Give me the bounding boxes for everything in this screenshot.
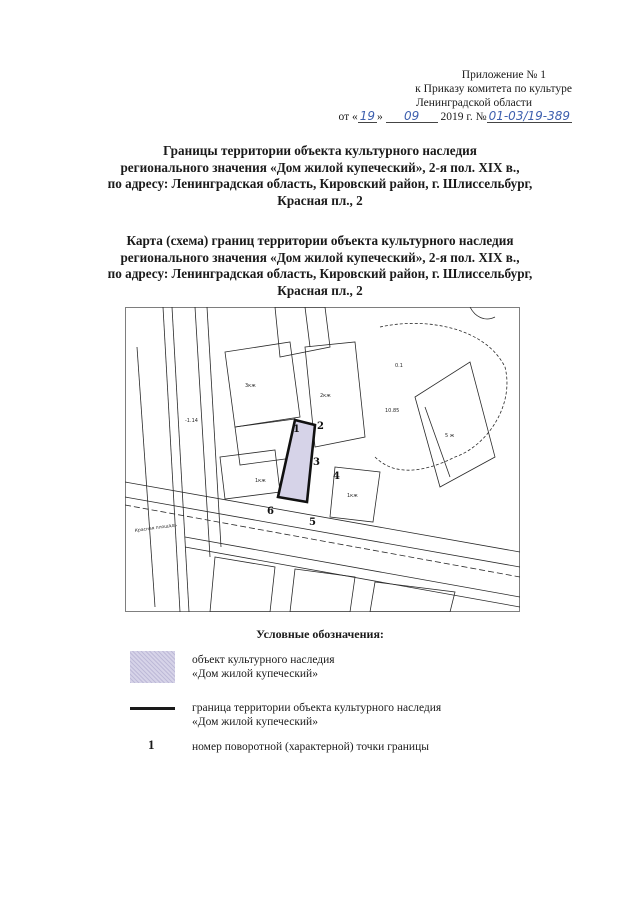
legend-title: Условные обозначения: — [256, 627, 384, 641]
order-number: 01-03/19-389 — [488, 109, 570, 123]
point-number-symbol: 1 — [148, 737, 155, 752]
date-mid: » — [377, 111, 383, 123]
svg-text:1кж: 1кж — [255, 478, 266, 484]
svg-text:5 ж: 5 ж — [445, 433, 455, 439]
legend-text-line: «Дом жилой купеческий» — [192, 716, 318, 728]
borders-title — [60, 143, 580, 209]
date-year: 2019 г. № — [440, 111, 487, 123]
point-label: 6 — [267, 506, 274, 517]
legend-text-line: граница территории объекта культурного наследия — [192, 702, 442, 714]
borders-title-line: регионального значения «Дом жилой купеческий», 2-я пол. XIX в., — [120, 159, 520, 175]
legend-text-line: объект культурного наследия — [192, 654, 335, 666]
appendix-number: Приложение № 1 — [461, 69, 546, 81]
legend-item-object — [192, 653, 335, 681]
boundary-line-symbol — [130, 707, 175, 710]
map-title-line: регионального значения «Дом жилой купеческий», 2-я пол. XIX в., — [120, 249, 520, 265]
svg-text:1кж: 1кж — [347, 493, 358, 499]
borders-title-line: Границы территории объекта культурного наследия — [163, 143, 477, 158]
point-label: 3 — [313, 457, 320, 468]
boundary-map — [125, 307, 520, 612]
date-prefix: от « — [338, 111, 358, 123]
order-date-line — [272, 110, 572, 124]
legend-item-boundary — [192, 701, 441, 729]
map-title — [60, 233, 580, 299]
heritage-object-swatch — [130, 651, 175, 683]
date-day: 19 — [359, 109, 376, 123]
map-title-line: Красная пл., 2 — [277, 282, 363, 298]
map-title-line: по адресу: Ленинградская область, Кировский район, г. Шлиссельбург, — [107, 266, 533, 281]
borders-title-line: Красная пл., 2 — [277, 192, 363, 208]
svg-text:-1.14: -1.14 — [185, 418, 198, 424]
map-title-line: Карта (схема) границ территории объекта культурного наследия — [126, 233, 514, 248]
svg-text:0.1: 0.1 — [395, 363, 403, 369]
order-reference: к Приказу комитета по культуре — [415, 83, 572, 95]
point-label: 5 — [309, 517, 316, 528]
legend-text-line: «Дом жилой купеческий» — [192, 668, 318, 680]
appendix-header — [272, 68, 572, 124]
plaza-label: Красная площадь — [134, 523, 178, 534]
date-month: 09 — [386, 110, 438, 123]
svg-text:2кж: 2кж — [320, 393, 331, 399]
point-label: 2 — [317, 421, 324, 432]
point-label: 1 — [293, 424, 300, 435]
point-label: 4 — [333, 471, 340, 482]
svg-text:3кж: 3кж — [245, 383, 256, 389]
order-region: Ленинградской области — [415, 97, 532, 109]
legend-item-point: номер поворотной (характерной) точки границы — [192, 741, 429, 753]
borders-title-line: по адресу: Ленинградская область, Кировский район, г. Шлиссельбург, — [107, 176, 533, 191]
svg-text:10.85: 10.85 — [385, 408, 400, 414]
